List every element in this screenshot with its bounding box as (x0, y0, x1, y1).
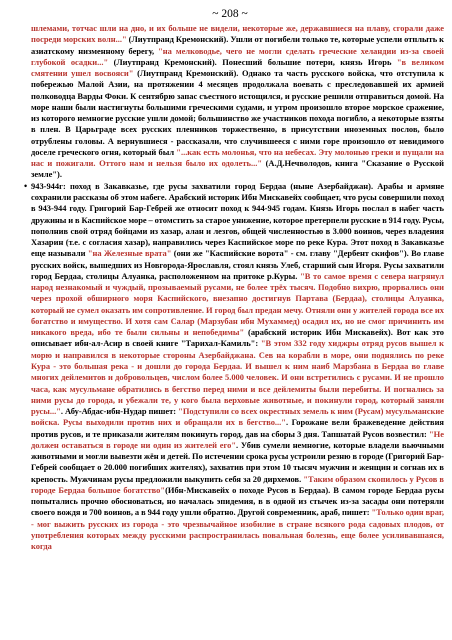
quote-text: "на Железные врата" (87, 248, 172, 259)
quote-text: "в великом смятении ушел восвояси" (31, 56, 444, 79)
narrative-text: (арабский историк Ибн Мискавейх). Вот как это описывает ибн-ал-Асир в своей книге "Тарихал-Камиль": (31, 327, 444, 349)
quote-text: "В этом 332 году хиджры отряд русов вышел к морю и направился в некоторые стороны Азербайджана. Сев на корабли в море, они поднялись по реке Кура - это большая река - и дошли до города Бердаа. И вышел к ним наиб Марзбана в Бердаа во главе многих дейлемитов и добровольцев, числом более 5.000 человек. И они встретились с русами. И не прошло часа, как мусульмане обратились в бегство перед ними и все дейлемиты были перебиты. И погнались за ними русы до города, и убежали те, у кого была верховые животные, и покинули город, который заняли русы..." (31, 338, 444, 417)
narrative-text: (Лиутпранд Кремонский). Однако та часть русского войска, что отступила к побережью Малой Азии, на протяжении 4 месяцев продолжала воевать с преследовавшей их армией полководца Варды Фоки. К сентябрю запас съестного истощился, и русские решили отправиться домой. На море наши были настигнуты большими греческими судами, и утром произошло второе морское сражение, из которого немногие русские ушли домой; большинство же участников похода погибло, а некоторые взяты в плен. В Царьграде всех русских пленников торжественно, в присутствии иноземных послов, было отрублены головы. А вернувшиеся - рассказали, что случившееся с ними горе произошло от невидимого доселе греческого огня, который был (31, 68, 444, 157)
narrative-text: . Убив сумели немногие, которые владели вьючными животными и могли вывезти жён и детей. По истечении срока русы устроили резню в городе (Григорий Бар-Гебрей сообщает о 20.000 погибших жителях), захватив при этом 10 тысяч мужчин и женщин и согнав их в крепость. Мужчинам русы предложили выкупить себя за 20 дирхемов. (31, 439, 444, 484)
narrative-text: 943-944г: поход в Закавказье, где русы захватили город Бердаа (ныне Азербайджан). Арабы и армяне сохранили рассказы об этом набеге. Арабский историк Ибн Мискавейх сообщает, что русы совершили поход в 943-944 году. Григорий Бар-Гебрей же относит поход к 944-945 годам. Князь Игорь послал в набег часть дружины и в Каспийское море – отомстить за старое унижение, которое претерпели русские в 914 году. Русы, пополнив свой отряд бойцами из хазар, алан и лезгов, общей численностью в 3.000 воинов, через владения Хазарин (т.е. с согласия хазар), направились через Каспийское море по реке Кура. Этот поход в Закавказье еще называли (31, 180, 444, 259)
body-text (24, 23, 445, 552)
quote-text: "Подступили со всех окрестных земель к ним (Русам) мусульманские войска. Русы выходили против них и обращали их в бегство..." (31, 406, 444, 428)
narrative-text: (А.Д.Нечволодов, книга "Сказание о Русской земле"). (31, 158, 444, 180)
quote-text: "Только один враг, - мог выжить русских из города - это чрезвычайное изобилие в стране всякого рода садовых плодов, от употребления которых между русскими распространилась повальная болезнь, еще более усиливавшаяся, когда (31, 507, 444, 552)
narrative-text: . Абу-Абдас-ибн-Нудар пишет: (60, 406, 179, 417)
narrative-text: (Лиутпранд Кремонский). Понесший большие потери, князь Игорь (108, 56, 397, 67)
narrative-text: . Горожане вели бражеведение действия против русов, и те приказали жителям покинуть город, дав на сборы 3 дня. Тапшатай Русов возвестил: (31, 417, 444, 439)
quote-text: "на мелководье, чего не могли сделать греческие хеландии из-за своей глубокой осадки..." (31, 45, 444, 67)
page-number: ~ 208 ~ (212, 8, 248, 20)
quote-text: "Таким образом скопилось у Русов в городе Бердаа большое богатство" (31, 473, 444, 495)
quote-text: шлемами, тотчас шли на дно, и их больше не видели, некоторые же, державшиеся на плаву, сгорали даже посреди морских волн..." (31, 23, 444, 45)
bullet-icon: • (24, 180, 28, 191)
paragraph-siege-aftermath (31, 23, 444, 181)
list-item-943-944-campaign (24, 180, 445, 553)
paragraph-berdaa-campaign (31, 181, 444, 552)
narrative-text: (Лиутпранд Кремонский). Ушли от погибели только те, которые успели отплыть к азиатскому низменному берегу, (31, 34, 444, 56)
narrative-text: (Ибн-Мискавейх о походе Русов в Бердаа). В самом городе Бердаа русы попытались прочно обосноваться, но началась эпидемия, в в одной из стычек из-за засады они потеряли своего вождя и 700 воинов, а в 944 году ушли обратно. Другой современник, араб, пишет: (31, 484, 444, 518)
quote-text: "Не должен оставаться в городе ни один из жителей его" (31, 428, 444, 450)
quote-text: "...как есть молонья, что на небесах. Эту молонью греки и пущали на нас и пожигали. Оттого нам и нельзя было их одолеть..." (31, 146, 445, 169)
quote-text: "В то самое время с севера нагрянул народ незнакомый и чуждый, прозываемый русами, не более трёх тысяч. Подобно вихрю, прорвались они через прохой обширного моря Каспийского, внезапно достигнув Партава (Бердаа), столицы Алуанка, который не сумел оказать им сопротивление. И город был предан мечу. Отняли они у жителей города все их богатство и имущество. И хотя сам Салар (Марзубан ибн Мухаммед) осадил их, но не смог причинить им никакого вреда, ибо те были сильны и непобедимы" (31, 270, 445, 338)
narrative-text: (они же "Каспийские ворота" - см. главу "Дербент скифов"). Во главе русских войск, вышедших из Новгорода-Ярославля, стоял князь Улеб, старший сын Игоря. Русы захватили город Бердаа, столицы Алуанка, расположенном на притоке р.Куры. (31, 248, 444, 281)
